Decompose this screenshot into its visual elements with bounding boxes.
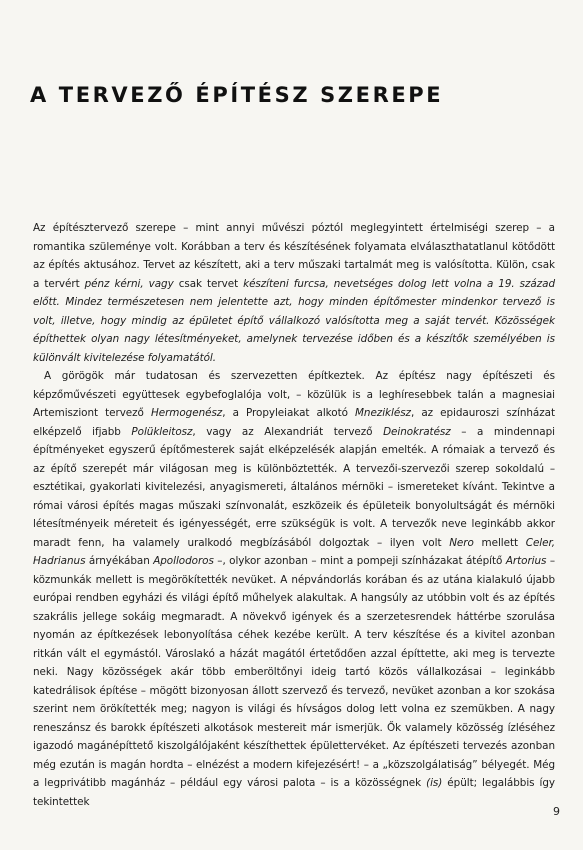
text-run: épült; legalábbis így tekintettek xyxy=(33,777,555,808)
text-run: csak tervet xyxy=(173,277,244,290)
text-run: – közmunkák mellett is megörökítették nevüket. A népvándorlás korában és az utána kialakuló újabb európai rendben egyházi és világi építő műhelyek alakultak. A hangsúly az utóbbin volt és az építés szakrális jellege sokáig megmaradt. A növekvő igények és a szerzetesrendek háttérbe szorulása nyomán az építkezések lebonyolítása céhek kezébe került. A terv készítése és a kivitel azonban ritkán vált el egymástól. Városlakó a házát magától értetődően azzal építtette, aki meg is tervezte neki. Nagy közösségek akár több emberöltőnyi ideig tartó közös vállalkozásai – leginkább katedrálisok építése – mögött bizonyosan állott szervező és tervező, nevüket azonban a kor szokása szerint nem örökítették meg; nagyon is világi és hívságos dolog lett volna ez szemükben. A nagy reneszánsz és barokk építészeti alkotások mestereit már ismerjük. Ők valamely közösség ízléséhez igazodó magánépíttető kiszolgálójaként készíthettek épülettervéket. Az építészeti tervezés azonban még ezután is magán hordta – elnézést a modern kifejezésért! – a „közszolgálatiság” bélyegét. Még a legprivátibb magánház – például egy városi palota – is a közösségnek xyxy=(33,555,556,789)
text-run: Artorius xyxy=(505,555,547,567)
paragraph-1 xyxy=(33,219,555,367)
text-run: Celer, Hadrianus xyxy=(33,536,555,567)
text-run: –, olykor azonban – mint a pompeji színházakat átépítő xyxy=(213,555,506,567)
text-run: Deinokratész xyxy=(383,425,451,438)
text-run: Hermogenész xyxy=(150,407,223,419)
text-run: , vagy az Alexandriát tervező xyxy=(192,425,384,438)
page-number: 9 xyxy=(553,805,560,818)
text-run: árnyékában xyxy=(85,555,154,567)
text-run: Nero xyxy=(449,536,474,549)
paragraph-2 xyxy=(33,367,555,811)
text-run: , a Propyleiakat alkotó xyxy=(222,407,356,419)
text-run: Polükleitosz xyxy=(131,425,193,438)
text-run: , az epidauroszi színházat elképzelő ifjabb xyxy=(33,407,555,438)
text-run: – a mindennapi építményeket egyszerű építőmesterek saját elképzelésék alapján emelték. A rómaiak a tervező és az építő szerepét már világosan meg is különböztették. A tervezői-szervezői szerep sokoldalú – esztétikai, gyakorlati kivitelezési, anyagismereti, általános mérnöki – ismereteket kívánt. Tekintve a római városi építés magas műszaki színvonalát, eszközeik és épületeik bonyolultságát és mérnöki létesítményeik méreteit és igényességét, erre szükségük is volt. A tervezők neve leginkább akkor maradt fenn, ha valamely uralkodó megbízásából dolgoztak – ilyen volt xyxy=(33,425,556,549)
text-run: Apollodoros xyxy=(153,555,214,567)
body-text xyxy=(33,219,555,811)
text-run: A görögök már tudatosan és szervezetten építkeztek. Az építész nagy építészeti és képzőművészeti együttesek egybefoglalója volt, – közülük is a leghíresebbek talán a magnesiai Artemisziont tervező xyxy=(33,370,555,419)
text-run: Az építésztervező szerepe – mint annyi művészi póztól meglegyintett értelmiségi szerep – a romantika szüleménye volt. Korábban a terv és készítésének folyamata elválaszthatatlanul kötődött az építés aktusához. Tervet az készített, aki a terv műszaki tartalmát meg is valósította. Külön, csak a tervért xyxy=(33,222,555,290)
text-run: (is) xyxy=(426,777,443,789)
chapter-title: A TERVEZŐ ÉPÍTÉSZ SZEREPE xyxy=(30,83,444,107)
text-run: mellett xyxy=(473,536,526,549)
text-run: pénz kérni, vagy xyxy=(84,277,174,290)
text-run: készíteni furcsa, nevetséges dolog lett volna a 19. század előtt. Mindez természetesen nem jelentette azt, hogy minden építőmester mindenkor tervező is volt, illetve, hogy mindig az épületet építő vállalkozó valósította meg a saját tervét. Közösségek építhettek olyan nagy létesítményeket, amelynek tervezése időben és a készítők személyében is különvált kivitelezése folyamatától. xyxy=(33,277,556,364)
text-run: Mneziklész xyxy=(355,407,411,419)
